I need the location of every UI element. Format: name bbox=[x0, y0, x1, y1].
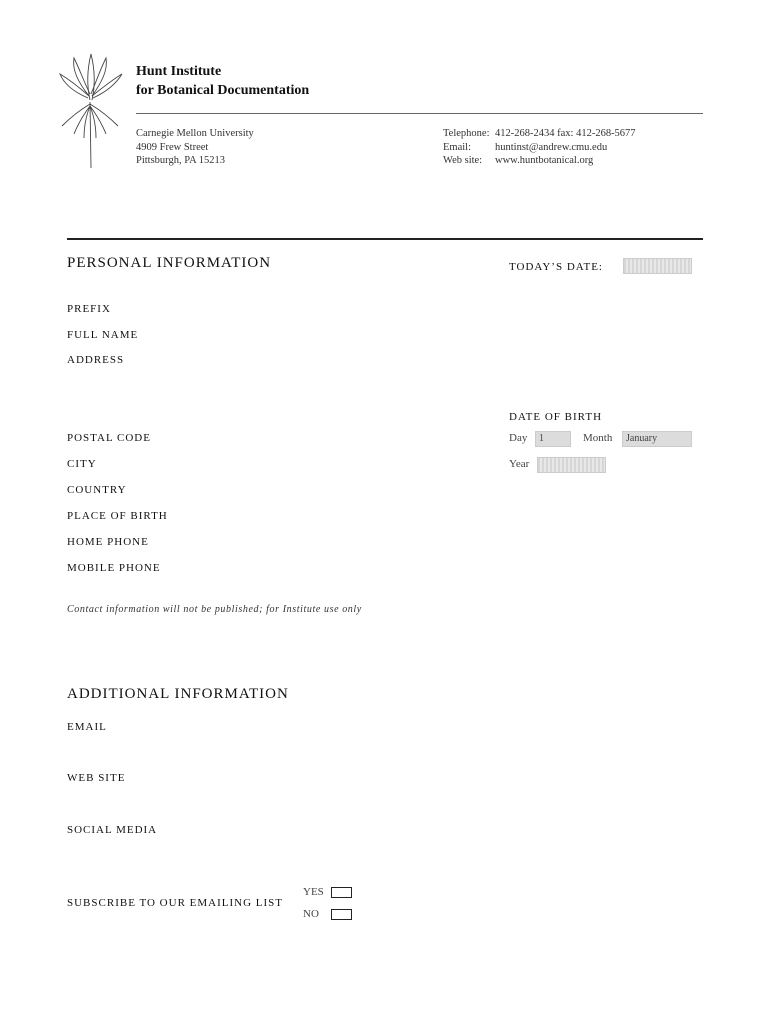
header-divider bbox=[136, 113, 703, 114]
subscribe-no-checkbox[interactable] bbox=[331, 909, 352, 920]
year-field[interactable] bbox=[537, 457, 606, 473]
postal-code-label: POSTAL CODE bbox=[67, 432, 151, 444]
day-label: Day bbox=[509, 432, 528, 444]
city-label: CITY bbox=[67, 458, 97, 470]
social-media-label: SOCIAL MEDIA bbox=[67, 824, 158, 836]
subscribe-yes-checkbox[interactable] bbox=[331, 887, 352, 898]
address-line: Carnegie Mellon University bbox=[136, 128, 254, 139]
website-label: Web site: bbox=[443, 155, 483, 166]
plant-logo bbox=[56, 52, 126, 170]
org-name-line1: Hunt Institute bbox=[136, 64, 222, 79]
home-phone-label: HOME PHONE bbox=[67, 536, 149, 548]
section-divider bbox=[67, 238, 703, 240]
no-label: NO bbox=[303, 908, 319, 920]
email-value: huntinst@andrew.cmu.edu bbox=[495, 141, 608, 153]
subscribe-label: SUBSCRIBE TO OUR EMAILING LIST bbox=[67, 897, 283, 909]
address-label: ADDRESS bbox=[67, 354, 125, 366]
todays-date-field[interactable] bbox=[623, 258, 692, 274]
personal-info-heading: PERSONAL INFORMATION bbox=[67, 255, 272, 271]
mobile-phone-label: MOBILE PHONE bbox=[67, 562, 161, 574]
date-of-birth-label: DATE OF BIRTH bbox=[509, 411, 603, 423]
telephone-label: Telephone: bbox=[443, 128, 490, 139]
year-label: Year bbox=[509, 458, 530, 470]
month-label: Month bbox=[583, 432, 613, 444]
telephone-value: 412-268-2434 fax: 412-268-5677 bbox=[495, 128, 636, 139]
address-line: Pittsburgh, PA 15213 bbox=[136, 155, 225, 166]
prefix-label: PREFIX bbox=[67, 303, 111, 315]
website-value: www.huntbotanical.org bbox=[495, 155, 594, 166]
privacy-note: Contact information will not be published; for Institute use only bbox=[67, 604, 362, 615]
email-field-label: EMAIL bbox=[67, 721, 107, 733]
day-field[interactable]: 1 bbox=[535, 431, 571, 447]
month-field[interactable]: January bbox=[622, 431, 692, 447]
org-name-line2: for Botanical Documentation bbox=[136, 83, 310, 98]
contact-info bbox=[443, 127, 636, 168]
full-name-label: FULL NAME bbox=[67, 329, 139, 341]
website-field-label: WEB SITE bbox=[67, 772, 126, 784]
yes-label: YES bbox=[303, 886, 324, 898]
todays-date-label: TODAY’S DATE: bbox=[509, 261, 603, 273]
email-label: Email: bbox=[443, 141, 471, 153]
postal-address bbox=[136, 127, 254, 168]
place-of-birth-label: PLACE OF BIRTH bbox=[67, 510, 168, 522]
additional-info-heading: ADDITIONAL INFORMATION bbox=[67, 686, 289, 702]
country-label: COUNTRY bbox=[67, 484, 127, 496]
address-line: 4909 Frew Street bbox=[136, 141, 209, 153]
